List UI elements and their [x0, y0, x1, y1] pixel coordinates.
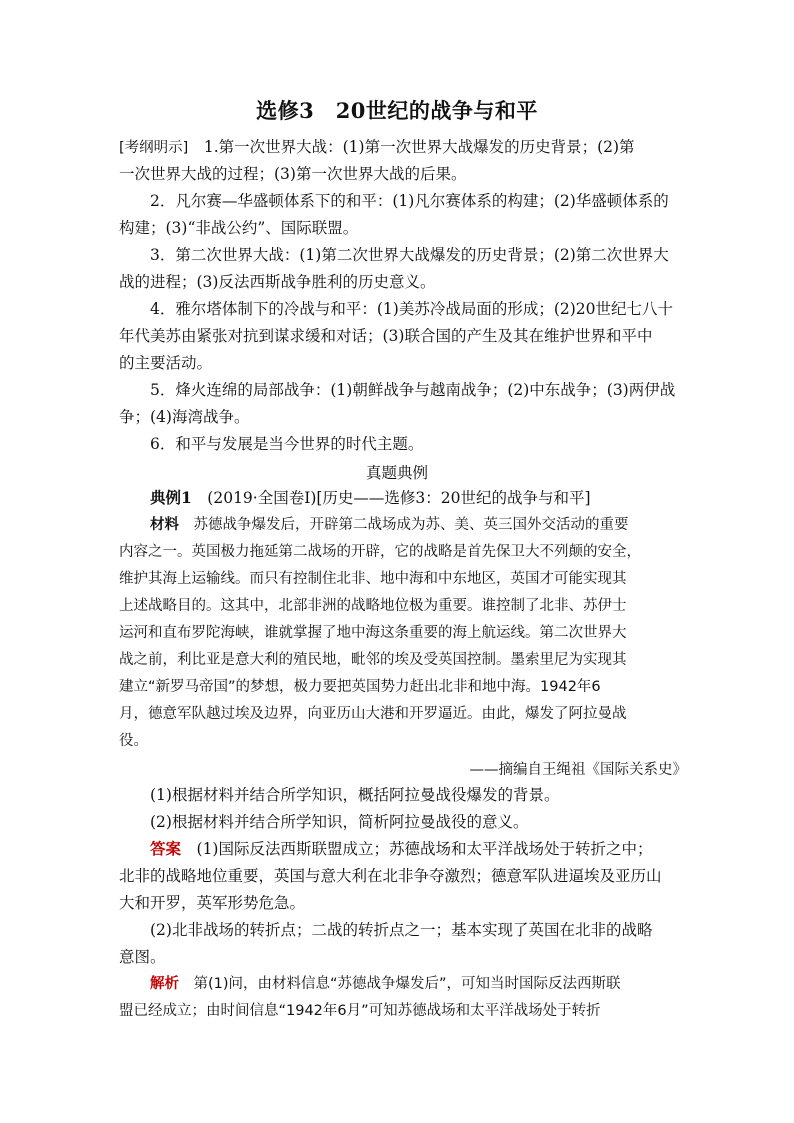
section-heading: 真题典例 [365, 464, 428, 482]
analysis-line-1: 解析 第(1)问，由材料信息“苏德战争爆发后”，可知当时国际反法西斯联 [150, 976, 621, 992]
material-line-7: 建立“新罗马帝国”的梦想，极力要把英国势力赶出北非和地中海。1942年6 [119, 679, 601, 695]
answer-line-4: (2)北非战场的转折点；二战的转折点之一；基本实现了英国在北非的战略 [150, 921, 653, 939]
kaogang-line-1: [考纲明示] 1.第一次世界大战：(1)第一次世界大战爆发的历史背景；(2)第 [119, 138, 635, 156]
material-line-1: 材料 苏德战争爆发后，开辟第二战场成为苏、美、英三国外交活动的重要 [150, 517, 629, 533]
kaogang-line-12: 6．和平与发展是当今世界的时代主题。 [150, 435, 424, 453]
kaogang-line-11: 争；(4)海湾战争。 [119, 408, 250, 426]
material-line-9: 役。 [119, 733, 148, 749]
example-label: 典例1 [150, 488, 192, 507]
material-line-4: 上述战略目的。这其中，北部非洲的战略地位极为重要。谁控制了北非、苏伊士 [119, 598, 627, 614]
material-line-6: 战之前，利比亚是意大利的殖民地，毗邻的埃及受英国控制。墨索里尼为实现其 [119, 652, 627, 668]
kaogang-line-2: 一次世界大战的过程；(3)第一次世界大战的后果。 [119, 165, 467, 183]
question-1: (1)根据材料并结合所学知识，概括阿拉曼战役爆发的背景。 [150, 786, 560, 804]
kaogang-line-9: 的主要活动。 [119, 354, 213, 372]
answer-label: 答案 [150, 839, 182, 858]
kaogang-line-6: 战的进程；(3)反法西斯战争胜利的历史意义。 [119, 273, 436, 291]
material-source: ——摘编自王绳祖《国际关系史》 [469, 762, 687, 778]
kaogang-line-8: 年代美苏由紧张对抗到谋求缓和对话；(3)联合国的产生及其在维护世界和平中 [119, 327, 653, 345]
answer-line-1: 答案 (1)国际反法西斯联盟成立；苏德战场和太平洋战场处于转折之中； [150, 839, 653, 858]
example-source: (2019·全国卷Ⅰ)[历史——选修3：20世纪的战争与和平] [191, 489, 591, 507]
material-label: 材料 [150, 517, 179, 533]
material-line-3: 维护其海上运输线。而只有控制住北非、地中海和中东地区，英国才可能实现其 [119, 571, 627, 587]
analysis-line-2: 盟已经成立；由时间信息“1942年6月”可知苏德战场和太平洋战场处于转折 [119, 1003, 601, 1019]
kaogang-line-5: 3．第二次世界大战：(1)第二次世界大战爆发的历史背景；(2)第二次世界大 [150, 246, 669, 264]
question-2: (2)根据材料并结合所学知识，简析阿拉曼战役的意义。 [150, 813, 529, 831]
material-line-8: 月，德意军队越过埃及边界，向亚历山大港和开罗逼近。由此，爆发了阿拉曼战 [119, 706, 627, 722]
kaogang-line-10: 5．烽火连绵的局部战争：(1)朝鲜战争与越南战争；(2)中东战争；(3)两伊战 [150, 381, 676, 399]
answer-line-2: 北非的战略地位重要，英国与意大利在北非争夺激烈；德意军队进逼埃及亚历山 [119, 867, 662, 885]
kaogang-line-3: 2．凡尔赛—华盛顿体系下的和平：(1)凡尔赛体系的构建；(2)华盛顿体系的 [150, 192, 669, 210]
example-header [150, 488, 591, 508]
answer-line-5: 意图。 [119, 948, 166, 966]
kaogang-line-7: 4．雅尔塔体制下的冷战与和平：(1)美苏冷战局面的形成；(2)20世纪七八十 [150, 300, 673, 318]
analysis-label: 解析 [150, 976, 179, 992]
page-title: 选修3 20世纪的战争与和平 [256, 98, 538, 123]
material-line-2: 内容之一。英国极力拖延第二战场的开辟，它的战略是首先保卫大不列颠的安全， [119, 544, 641, 560]
material-line-5: 运河和直布罗陀海峡，谁就掌握了地中海这条重要的海上航运线。第二次世界大 [119, 625, 627, 641]
answer-line-3: 大和开罗，英军形势危急。 [119, 894, 306, 912]
kaogang-label: [考纲明示] [119, 140, 189, 156]
kaogang-line-4: 构建；(3)“非战公约”、国际联盟。 [119, 219, 359, 237]
